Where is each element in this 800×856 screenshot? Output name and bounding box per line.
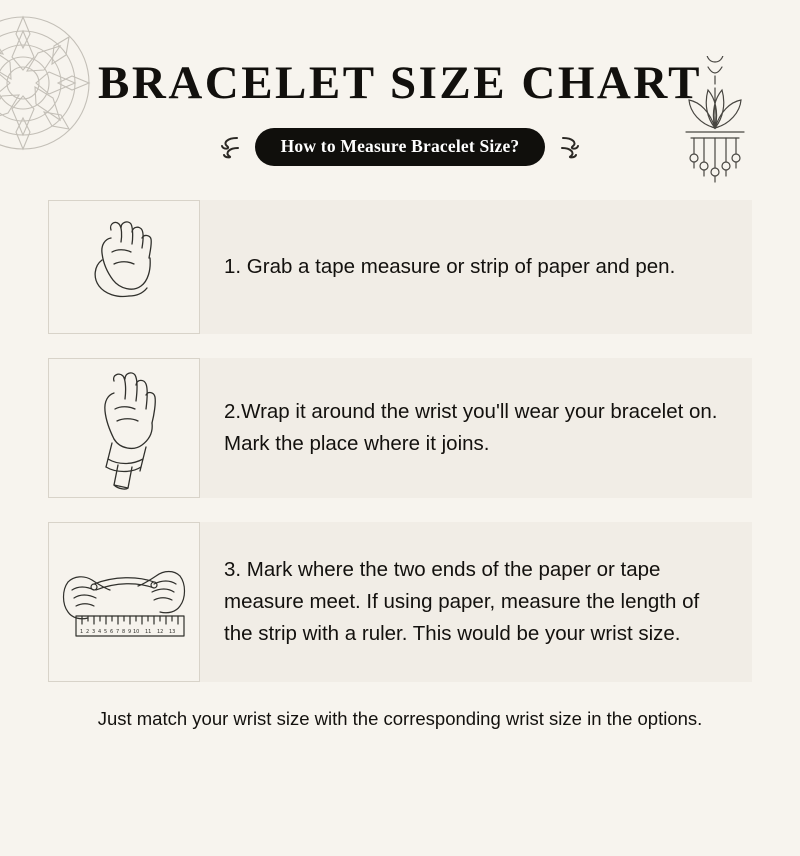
step-3-text: 3. Mark where the two ends of the paper or tape measure meet. If using paper, measure the length of the strip with a ruler. This would be your wrist size. [224,558,700,645]
svg-text:11: 11 [145,629,152,635]
step-2-illustration [48,358,200,498]
svg-text:6: 6 [110,629,114,635]
swirl-flourish-left [217,134,243,160]
step-3-illustration [48,522,200,682]
svg-text:12: 12 [157,629,164,635]
hand-with-tape-around-wrist-icon [62,363,186,493]
svg-text:9: 9 [128,629,132,635]
steps-list [48,200,752,682]
step-item [48,358,752,498]
step-item [48,200,752,334]
hands-measuring-strip-with-ruler-icon [54,542,194,662]
svg-text:4: 4 [98,629,102,635]
step-item [48,522,752,682]
subtitle-pill: How to Measure Bracelet Size? [255,128,546,166]
footer-note: Just match your wrist size with the corresponding wrist size in the options. [97,708,703,729]
step-1-illustration [48,200,200,334]
swirl-flourish-right [557,134,583,160]
step-1-text: 1. Grab a tape measure or strip of paper and pen. [224,255,676,279]
svg-text:1: 1 [80,629,84,635]
svg-text:13: 13 [169,629,176,635]
subtitle-row [0,128,800,166]
svg-text:3: 3 [92,629,96,635]
page-title: BRACELET SIZE CHART [98,57,702,109]
fist-hand-with-tape-icon [65,208,183,326]
svg-text:5: 5 [104,629,108,635]
svg-text:8: 8 [122,629,126,635]
svg-text:10: 10 [133,629,140,635]
step-2-text: 2.Wrap it around the wrist you'll wear your bracelet on. Mark the place where it joins. [224,400,718,455]
svg-text:2: 2 [86,629,90,635]
svg-text:7: 7 [116,629,120,635]
